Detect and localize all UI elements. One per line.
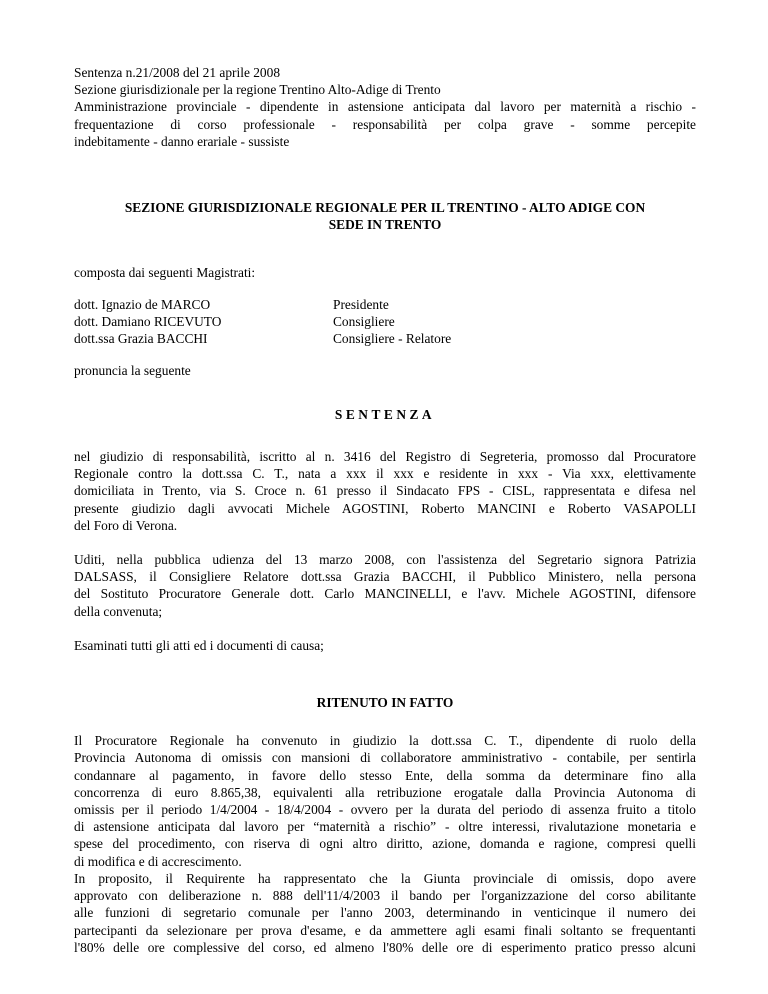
paragraph-line: di astensione anticipata dal lavoro per “maternità a rischio” - oltre interessi, rivalutazione monetaria e	[74, 819, 696, 835]
paragraph-line: presente giudizio dagli avvocati Michele AGOSTINI, Roberto MANCINI e Roberto VASAPOLLI	[74, 500, 696, 516]
paragraph-giudizio	[74, 448, 696, 534]
paragraph-line: omissis per il periodo 1/4/2004 - 18/4/2004 - ovvero per la durata del periodo di assenza fruito a titolo	[74, 802, 696, 818]
section-heading-ritenuto: RITENUTO IN FATTO	[316, 695, 454, 711]
paragraph-line: di modifica e di accrescimento.	[74, 853, 242, 869]
paragraph-line: Uditi, nella pubblica udienza del 13 marzo 2008, con l'assistenza del Segretario signora Patrizia	[74, 552, 696, 568]
judge-row	[74, 313, 696, 330]
paragraph-line: Provincia Autonoma di omissis con mansioni di collaboratore amministrativo - contabile, per sentirla	[74, 750, 696, 766]
paragraph-esaminati: Esaminati tutti gli atti ed i documenti di causa;	[74, 637, 324, 653]
judges-list	[74, 296, 696, 348]
header-line: Amministrazione provinciale - dipendente in astensione anticipata dal lavoro per maternità a rischio -	[74, 99, 696, 115]
judge-role: Consigliere - Relatore	[333, 331, 452, 346]
paragraph-line: nel giudizio di responsabilità, iscritto al n. 3416 del Registro di Segreteria, promosso dal Procuratore	[74, 449, 696, 465]
pronuncia-text: pronuncia la seguente	[74, 362, 191, 378]
document-page	[74, 64, 696, 956]
paragraph-line: alle funzioni di segretario comunale per l'anno 2003, determinando in venticinque il numero dei	[74, 905, 696, 921]
judge-name: dott. Damiano RICEVUTO	[74, 313, 222, 329]
judge-row	[74, 296, 696, 313]
judge-role: Presidente	[333, 296, 389, 312]
court-title	[74, 199, 696, 233]
judge-row	[74, 330, 696, 347]
judge-name: dott. Ignazio de MARCO	[74, 296, 211, 312]
paragraph-line: del Foro di Verona.	[74, 517, 178, 533]
header-line: frequentazione di corso professionale - responsabilità per colpa grave - somme percepite	[74, 116, 696, 132]
document-header	[74, 64, 696, 150]
paragraph-fatto	[74, 732, 696, 870]
court-title-line: SEZIONE GIURISDIZIONALE REGIONALE PER IL TRENTINO - ALTO ADIGE CON	[124, 200, 646, 216]
header-line: Sezione giurisdizionale per la regione Trentino Alto-Adige di Trento	[74, 82, 441, 98]
paragraph-line: In proposito, il Requirente ha rappresentato che la Giunta provinciale di omissis, dopo avere	[74, 870, 696, 886]
paragraph-uditi	[74, 551, 696, 620]
sentenza-heading: SENTENZA	[334, 406, 436, 422]
paragraph-line: Regionale contro la dott.ssa C. T., nata a xxx il xxx e residente in xxx - Via xxx, elettivamente	[74, 466, 696, 482]
judge-name: dott.ssa Grazia BACCHI	[74, 331, 208, 346]
header-line: indebitamente - danno erariale - sussiste	[74, 133, 290, 149]
paragraph-line: domiciliata in Trento, via S. Croce n. 61 presso il Sindacato FPS - CISL, rappresentata e difesa nel	[74, 483, 696, 499]
paragraph-line: approvato con deliberazione n. 888 dell'11/4/2003 il bando per l'organizzazione del corso abilitante	[74, 888, 696, 904]
paragraph-line: spese del procedimento, con riserva di ogni altro diritto, azione, domanda e ragione, compresi quelli	[74, 836, 696, 852]
composition-intro: composta dai seguenti Magistrati:	[74, 265, 256, 281]
paragraph-line: della convenuta;	[74, 603, 163, 619]
header-summary	[74, 98, 696, 150]
header-line: Sentenza n.21/2008 del 21 aprile 2008	[74, 65, 281, 80]
paragraph-line: del Sostituto Procuratore Generale dott. Carlo MANCINELLI, e l'avv. Michele AGOSTINI, difensore	[74, 586, 696, 602]
paragraph-line: concorrenza di euro 8.865,38, equivalenti alla retribuzione erogatale dalla Provincia Autonoma di	[74, 784, 696, 800]
paragraph-proposito	[74, 870, 696, 956]
paragraph-line: partecipanti da selezionare per prova d'esame, e da ammettere agli esami finali soltanto se frequentanti	[74, 922, 696, 938]
paragraph-line: Il Procuratore Regionale ha convenuto in giudizio la dott.ssa C. T., dipendente di ruolo della	[74, 733, 696, 749]
court-title-line: SEDE IN TRENTO	[328, 217, 442, 233]
paragraph-line: DALSASS, il Consigliere Relatore dott.ssa Grazia BACCHI, il Pubblico Ministero, nella persona	[74, 569, 696, 585]
paragraph-line: condannare al pagamento, in favore dello stesso Ente, della somma da determinare fino alla	[74, 767, 696, 783]
paragraph-line: l'80% delle ore complessive del corso, ed almeno l'80% delle ore di esperimento pratico presso alcuni	[74, 939, 696, 955]
judge-role: Consigliere	[333, 313, 395, 329]
